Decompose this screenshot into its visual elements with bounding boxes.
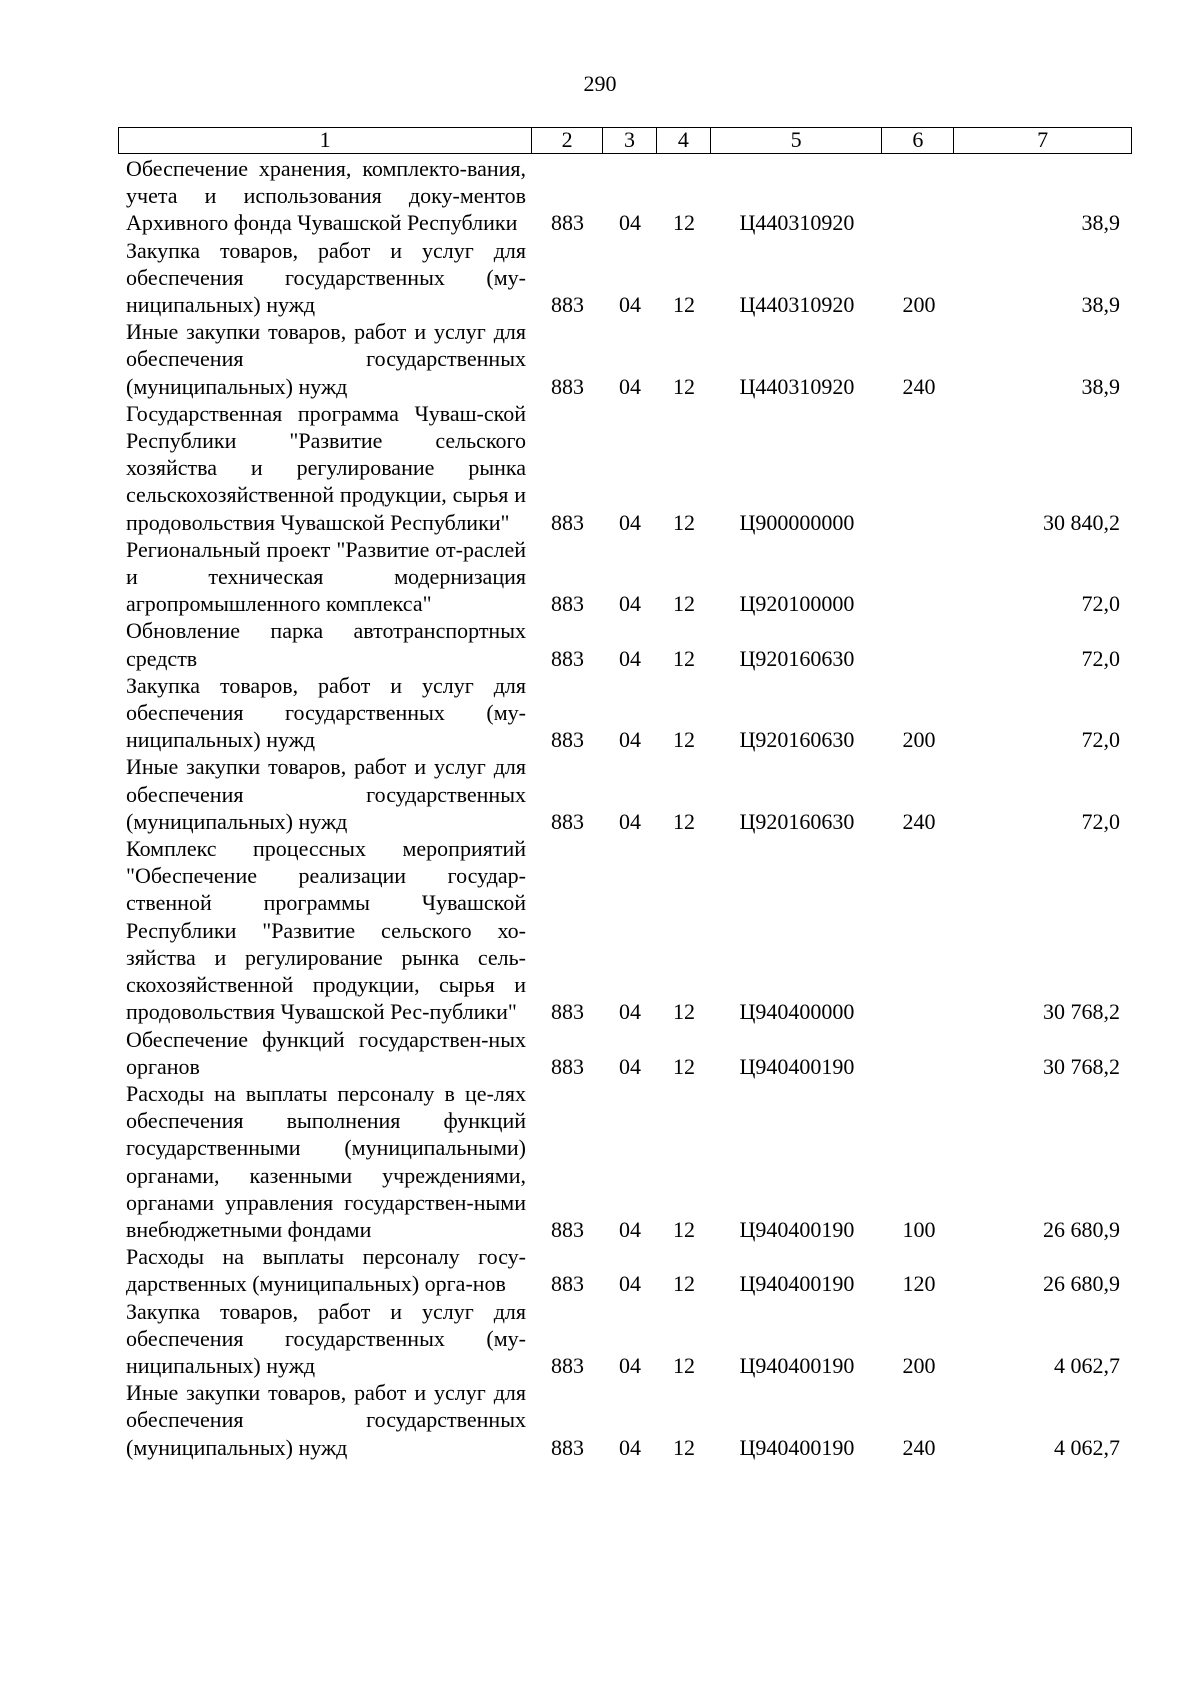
table-row [118,1379,1132,1461]
cell-vr: 200 [902,292,936,318]
cell-csr: Ц920160630 [739,645,855,671]
row-name: Расходы на выплаты персоналу в це-лях обеспечения выполнения функций государственными (муниципальными) органами, казенными учреждениями, органами управления государствен-ными внебюджетными фондами [126,1080,526,1242]
cell-gr: 883 [551,1352,584,1378]
table-row [118,1026,1132,1080]
cell-rz: 04 [619,292,641,318]
cell-sum: 26 680,9 [1043,1216,1120,1242]
cell-sum: 30 768,2 [1043,999,1120,1025]
row-name: Закупка товаров, работ и услуг для обеспечения государственных (му-ниципальных) нужд [126,672,526,753]
row-name: Иные закупки товаров, работ и услуг для обеспечения государственных (муниципальных) нужд [126,1380,526,1460]
cell-pr: 12 [673,999,695,1025]
cell-rz: 04 [619,1352,641,1378]
cell-csr: Ц920100000 [739,591,855,617]
cell-sum: 38,9 [1081,210,1120,236]
table-row [118,1243,1132,1297]
row-name: Обновление парка автотранспортных средств [126,618,526,671]
table-row [118,617,1132,671]
cell-sum: 4 062,7 [1054,1352,1120,1378]
table-row [118,318,1132,400]
cell-rz: 04 [619,645,641,671]
cell-pr: 12 [673,292,695,318]
row-name: Государственная программа Чуваш-ской Республики "Развитие сельского хозяйства и регулирование рынка сельскохозяйственной продукции, сырья и продовольствия Чувашской Республики" [126,400,526,535]
cell-pr: 12 [673,645,695,671]
cell-pr: 12 [673,373,695,399]
table-row [118,672,1132,754]
cell-csr: Ц920160630 [739,808,855,834]
cell-sum: 72,0 [1081,727,1120,753]
cell-gr: 883 [551,591,584,617]
row-name: Иные закупки товаров, работ и услуг для обеспечения государственных (муниципальных) нужд [126,754,526,834]
table-header [118,127,1132,154]
cell-sum: 38,9 [1081,292,1120,318]
cell-rz: 04 [619,591,641,617]
cell-csr: Ц940400000 [739,999,855,1025]
cell-csr: Ц940400190 [739,1271,855,1297]
cell-gr: 883 [551,292,584,318]
cell-sum: 30 840,2 [1043,509,1120,535]
cell-csr: Ц940400190 [739,1216,855,1242]
cell-pr: 12 [673,1352,695,1378]
cell-gr: 883 [551,645,584,671]
cell-csr: Ц440310920 [739,373,855,399]
table-body [118,155,1132,1461]
cell-csr: Ц940400190 [739,1053,855,1079]
cell-gr: 883 [551,1271,584,1297]
cell-sum: 26 680,9 [1043,1271,1120,1297]
cell-vr: 240 [902,808,936,834]
row-name: Расходы на выплаты персоналу госу-дарственных (муниципальных) орга-нов [126,1244,526,1297]
row-name: Обеспечение функций государствен-ных органов [126,1026,526,1079]
row-name: Обеспечение хранения, комплекто-вания, учета и использования доку-ментов Архивного фонда Чувашской Республики [126,156,526,236]
table-row [118,753,1132,835]
cell-pr: 12 [673,591,695,617]
row-name: Иные закупки товаров, работ и услуг для обеспечения государственных (муниципальных) нужд [126,319,526,399]
cell-pr: 12 [673,1053,695,1079]
cell-gr: 883 [551,1434,584,1460]
cell-vr: 100 [902,1216,936,1242]
page-number: 290 [583,71,617,96]
header-col-4: 4 [657,128,711,153]
cell-pr: 12 [673,727,695,753]
cell-rz: 04 [619,1434,641,1460]
cell-csr: Ц440310920 [739,210,855,236]
cell-csr: Ц940400190 [739,1434,855,1460]
cell-vr: 240 [902,1434,936,1460]
cell-sum: 72,0 [1081,645,1120,671]
cell-pr: 12 [673,1216,695,1242]
cell-csr: Ц440310920 [739,292,855,318]
cell-rz: 04 [619,210,641,236]
cell-vr: 240 [902,373,936,399]
row-name: Закупка товаров, работ и услуг для обеспечения государственных (му-ниципальных) нужд [126,1298,526,1378]
cell-rz: 04 [619,727,641,753]
table-row [118,835,1132,1025]
cell-rz: 04 [619,1271,641,1297]
cell-rz: 04 [619,509,641,535]
cell-rz: 04 [619,808,641,834]
cell-gr: 883 [551,1053,584,1079]
cell-rz: 04 [619,1053,641,1079]
cell-gr: 883 [551,1216,584,1242]
cell-sum: 38,9 [1081,373,1120,399]
table-row [118,1080,1132,1243]
cell-csr: Ц900000000 [739,509,855,535]
header-col-2: 2 [532,128,603,153]
cell-csr: Ц920160630 [739,727,855,753]
table-row [118,400,1132,536]
row-name: Региональный проект "Развитие от-раслей и техническая модернизация агропромышленного комплекса" [126,536,526,617]
header-col-7: 7 [1037,127,1049,152]
cell-csr: Ц940400190 [739,1352,855,1378]
table-row [118,155,1132,237]
header-col-3: 3 [603,128,657,153]
table-row [118,1298,1132,1380]
cell-gr: 883 [551,808,584,834]
cell-sum: 72,0 [1081,591,1120,617]
cell-gr: 883 [551,999,584,1025]
cell-sum: 4 062,7 [1054,1434,1120,1460]
header-col-1: 1 [119,128,532,153]
cell-vr: 200 [902,727,936,753]
table-row [118,536,1132,618]
header-col-5: 5 [711,128,883,153]
cell-rz: 04 [619,1216,641,1242]
cell-pr: 12 [673,1271,695,1297]
cell-pr: 12 [673,210,695,236]
cell-gr: 883 [551,509,584,535]
cell-sum: 30 768,2 [1043,1053,1120,1079]
cell-pr: 12 [673,808,695,834]
cell-gr: 883 [551,210,584,236]
table-row [118,237,1132,319]
cell-gr: 883 [551,727,584,753]
cell-vr: 120 [902,1271,936,1297]
cell-rz: 04 [619,999,641,1025]
cell-gr: 883 [551,373,584,399]
cell-vr: 200 [902,1352,936,1378]
header-col-6: 6 [882,128,954,153]
cell-sum: 72,0 [1081,808,1120,834]
cell-pr: 12 [673,509,695,535]
cell-pr: 12 [673,1434,695,1460]
row-name: Комплекс процессных мероприятий "Обеспечение реализации государ-ственной программы Чувашской Республики "Развитие сельского хо-зяйства и регулирование рынка сель-скохозяйственной продукции, сырья и продовольствия Чувашской Рес-публики" [126,836,526,1025]
cell-rz: 04 [619,373,641,399]
row-name: Закупка товаров, работ и услуг для обеспечения государственных (му-ниципальных) нужд [126,237,526,318]
